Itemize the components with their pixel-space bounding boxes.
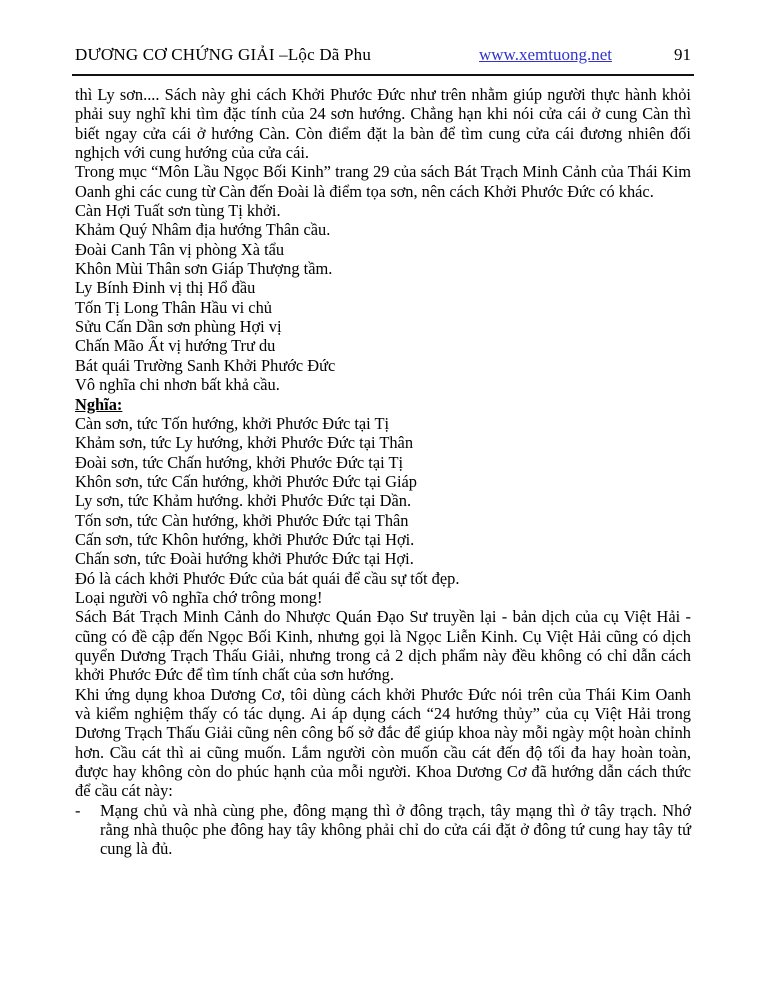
paragraph: thì Ly sơn.... Sách này ghi cách Khởi Phước Đức như trên nhằm giúp người thực hành khỏi phải suy nghĩ khi tìm đặc tính của 24 sơn hướng. Chẳng hạn khi nói cửa cái ở cung Càn thì biết ngay cửa cái ở hướng Càn. Còn điểm đặt la bàn để tìm cung cửa cái đương nhiên đối nghịch với cung hướng của cửa cái. — [75, 85, 691, 163]
paragraph: Khi ứng dụng khoa Dương Cơ, tôi dùng cách khởi Phước Đức nói trên của Thái Kim Oanh và kiểm nghiệm thấy có tác dụng. Ai áp dụng cách “24 hướng thủy” của cụ Việt Hải trong Dương Trạch Thấu Giải cũng nên công bố sở đắc để giúp khoa này mỗi ngày một hoàn chỉnh hơn. Cầu cát thì ai cũng muốn. Lắm người còn muốn cầu cát đến độ tối đa hay hoàn toàn, được hay không còn do phúc hạnh của mỗi người. Khoa Dương Cơ đã hướng dẫn cách thức để cầu cát này: — [75, 684, 691, 801]
meaning-line: Đoài sơn, tức Chấn hướng, khởi Phước Đức tại Tị — [75, 452, 404, 472]
verse-block — [75, 201, 691, 394]
conclusion-line: Đó là cách khởi Phước Đức của bát quái để cầu sự tốt đẹp. — [75, 568, 460, 588]
header-divider — [72, 74, 694, 76]
nghia-heading — [75, 395, 691, 414]
verse-line: Vô nghĩa chi nhơn bất khả cầu. — [75, 375, 280, 395]
bullet-item — [75, 801, 691, 859]
website-link[interactable]: www.xemtuong.net — [479, 45, 612, 64]
meaning-line: Khảm sơn, tức Ly hướng, khởi Phước Đức tại Thân — [75, 433, 414, 453]
bullet-text: Mạng chủ và nhà cùng phe, đông mạng thì ở đông trạch, tây mạng thì ở tây trạch. Nhớ rằng nhà thuộc phe đông hay tây không phải chỉ do cửa cái đặt ở đông tứ cung hay tây tứ cung là đủ. — [100, 800, 691, 859]
verse-line: Tốn Tị Long Thân Hầu vi chủ — [75, 297, 272, 317]
verse-line: Bát quái Trường Sanh Khởi Phước Đức — [75, 355, 336, 375]
bullet-marker: - — [75, 800, 81, 820]
paragraph: Sách Bát Trạch Minh Cảnh do Nhược Quán Đạo Sư truyền lại - bản dịch của cụ Việt Hải - cũng có đề cập đến Ngọc Bối Kinh, nhưng gọi là Ngọc Liễn Kinh. Cụ Việt Hải cũng có dịch quyển Dương Trạch Thấu Giải, nhưng trong cả 2 dịch phẩm này đều không có chỉ dẫn cách khởi Phước Đức để tìm tính chất của sơn hướng. — [75, 607, 691, 685]
verse-line: Sửu Cấn Dần sơn phùng Hợi vị — [75, 317, 282, 337]
conclusion-line: Loại người vô nghĩa chớ trông mong! — [75, 587, 323, 607]
nghia-heading-label: Nghĩa: — [75, 394, 123, 414]
meanings-block — [75, 414, 691, 569]
meaning-line: Ly sơn, tức Khảm hướng. khởi Phước Đức tại Dần. — [75, 491, 412, 511]
verse-line: Đoài Canh Tân vị phòng Xà tẩu — [75, 239, 285, 259]
document-title: DƯƠNG CƠ CHỨNG GIẢI –Lộc Dã Phu — [75, 45, 372, 64]
verse-line: Chấn Mão Ất vị hướng Trư du — [75, 336, 276, 356]
meaning-line: Tốn sơn, tức Càn hướng, khởi Phước Đức tại Thân — [75, 510, 409, 530]
verse-line: Càn Hợi Tuất sơn tùng Tị khởi. — [75, 201, 281, 221]
meaning-line: Cấn sơn, tức Khôn hướng, khởi Phước Đức tại Hợi. — [75, 529, 415, 549]
paragraph: Trong mục “Môn Lầu Ngọc Bối Kinh” trang 29 của sách Bát Trạch Minh Cảnh của Thái Kim Oanh ghi các cung từ Càn đến Đoài là điểm tọa sơn, nên cách Khởi Phước Đức có khác. — [75, 162, 691, 201]
page-number: 91 — [674, 45, 691, 64]
meaning-line: Khôn sơn, tức Cấn hướng, khởi Phước Đức tại Giáp — [75, 471, 417, 491]
document-body — [75, 85, 691, 859]
meaning-line: Càn sơn, tức Tốn hướng, khởi Phước Đức tại Tị — [75, 413, 390, 433]
verse-line: Khôn Mùi Thân sơn Giáp Thượng tầm. — [75, 259, 333, 279]
page-header — [75, 44, 691, 65]
verse-line: Ly Bính Đinh vị thị Hổ đầu — [75, 278, 256, 298]
meaning-line: Chấn sơn, tức Đoài hướng khởi Phước Đức tại Hợi. — [75, 549, 414, 569]
verse-line: Khảm Quý Nhâm địa hướng Thân cầu. — [75, 220, 331, 240]
